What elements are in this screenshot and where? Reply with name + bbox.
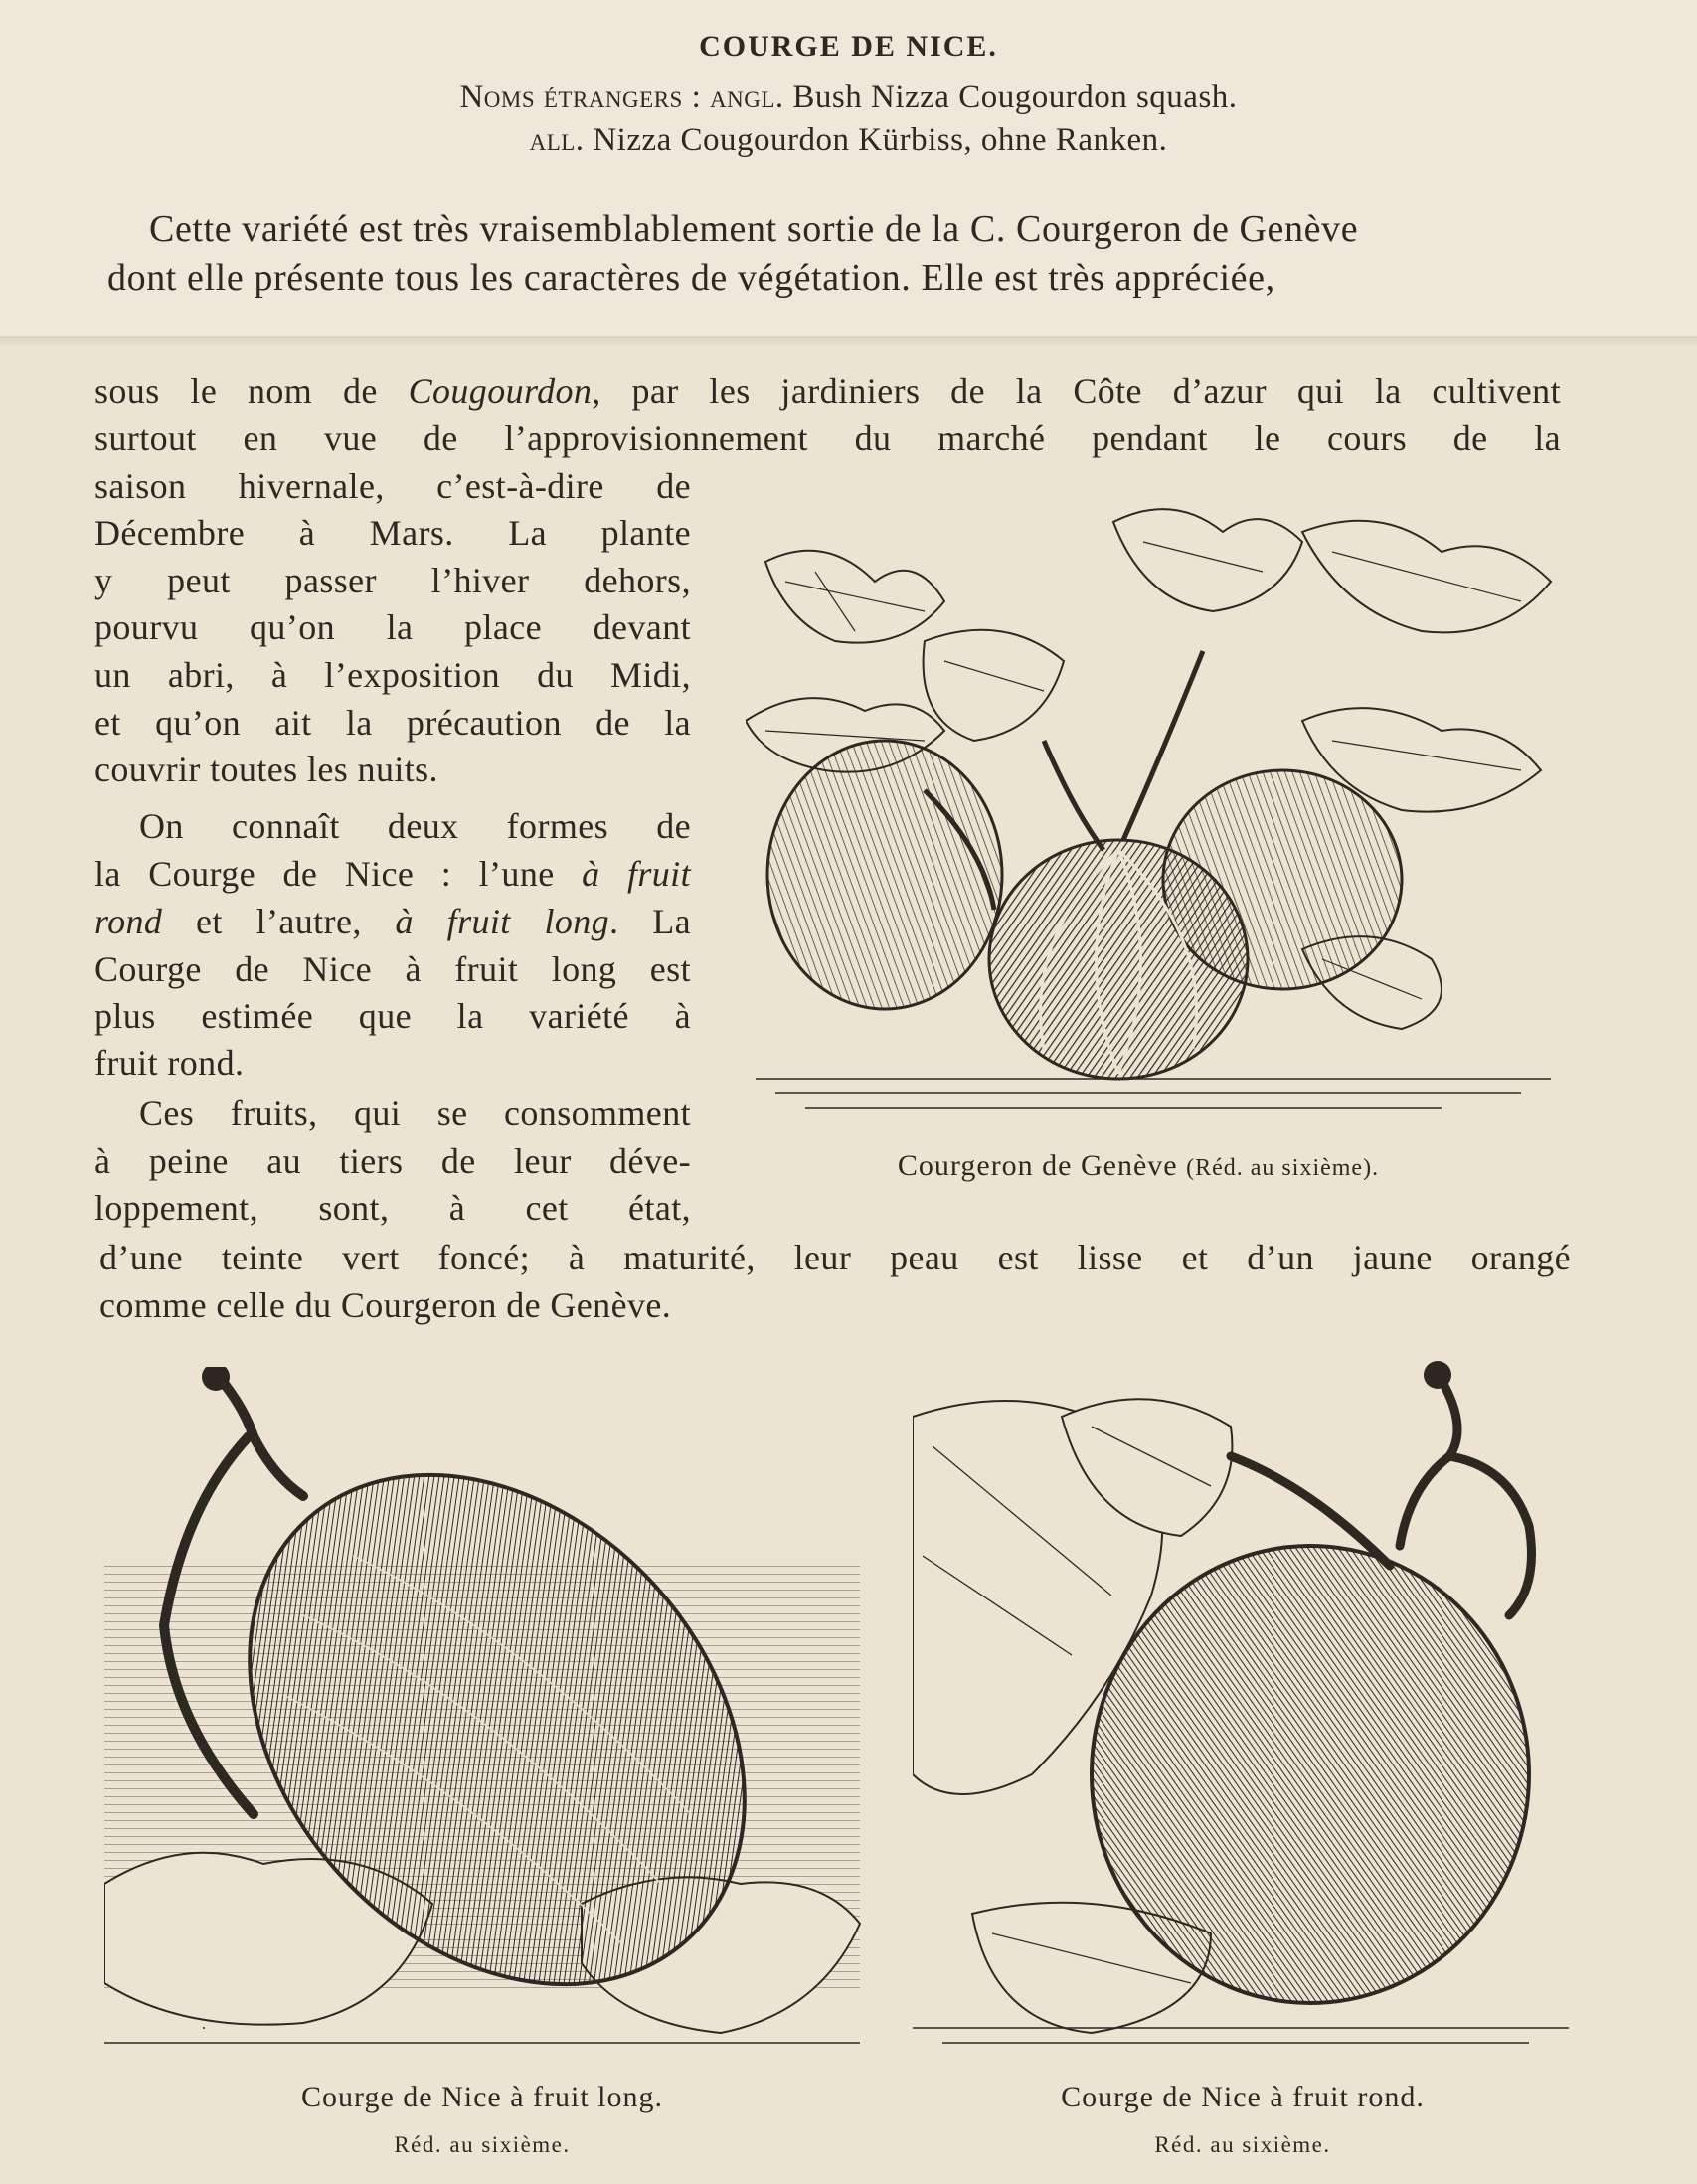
long-squash-reduction: Réd. au sixième.: [394, 2132, 571, 2157]
body-line-11: la Courge de Nice : l’une à fruit: [94, 854, 691, 894]
long-squash-engraving: [104, 1367, 865, 2063]
body-line-8: et qu’on ait la précaution de la: [94, 703, 691, 743]
courgeron-caption: Courgeron de Genève (Réd. au sixième).: [897, 1149, 1380, 1182]
body-line-10: On connaît deux formes de: [139, 806, 691, 846]
foreign-names-german: [0, 122, 1697, 159]
body-line-19: d’une teinte vert foncé; à maturité, leur peau est lisse et d’un jaune orangé: [99, 1238, 1571, 1277]
foreign-names-english: [0, 80, 1697, 116]
body-line-3: saison hivernale, c’est-à-dire de: [94, 466, 691, 506]
round-squash-engraving: [913, 1357, 1574, 2053]
body-line-2: surtout en vue de l’approvisionnement du marché pendant le cours de la: [94, 419, 1561, 458]
german-name: Nizza Cougourdon Kürbiss, ohne Ranken.: [593, 122, 1168, 158]
intro-line-1: Cette variété est très vraisemblablement sortie de la C. Courgeron de Genève: [149, 208, 1359, 250]
body-line-17: à peine au tiers de leur déve-: [94, 1141, 691, 1181]
body-line-5: y peut passer l’hiver dehors,: [94, 561, 691, 600]
round-squash-reduction: Réd. au sixième.: [1154, 2132, 1331, 2157]
body-line-4: Décembre à Mars. La plante: [94, 513, 691, 553]
english-label: angl.: [710, 80, 784, 115]
intro-line-2: dont elle présente tous les caractères de végétation. Elle est très appréciée,: [107, 257, 1275, 299]
page-title: COURGE DE NICE.: [699, 30, 998, 63]
body-line-1: sous le nom de Cougourdon, par les jardiniers de la Côte d’azur qui la cultivent: [94, 371, 1561, 411]
body-line-13: Courge de Nice à fruit long est: [94, 949, 691, 989]
body-line-6: pourvu qu’on la place devant: [94, 607, 691, 647]
body-line-12: rond et l’autre, à fruit long. La: [94, 902, 691, 941]
body-line-7: un abri, à l’exposition du Midi,: [94, 655, 691, 695]
body-line-20: comme celle du Courgeron de Genève.: [99, 1285, 672, 1325]
long-squash-caption: Courge de Nice à fruit long.: [300, 2081, 664, 2113]
body-line-16: Ces fruits, qui se consomment: [139, 1093, 691, 1133]
body-line-9: couvrir toutes les nuits.: [94, 750, 438, 789]
body-line-14: plus estimée que la variété à: [94, 996, 691, 1036]
page-fold-shadow: [0, 336, 1697, 346]
courgeron-engraving: [746, 492, 1561, 1128]
foreign-names-label: Noms étrangers :: [459, 80, 702, 115]
body-line-18: loppement, sont, à cet état,: [94, 1188, 691, 1228]
body-line-15: fruit rond.: [94, 1043, 245, 1083]
round-squash-caption: Courge de Nice à fruit rond.: [1061, 2081, 1425, 2113]
english-name: Bush Nizza Cougourdon squash.: [792, 80, 1238, 115]
german-label: all.: [529, 122, 585, 158]
